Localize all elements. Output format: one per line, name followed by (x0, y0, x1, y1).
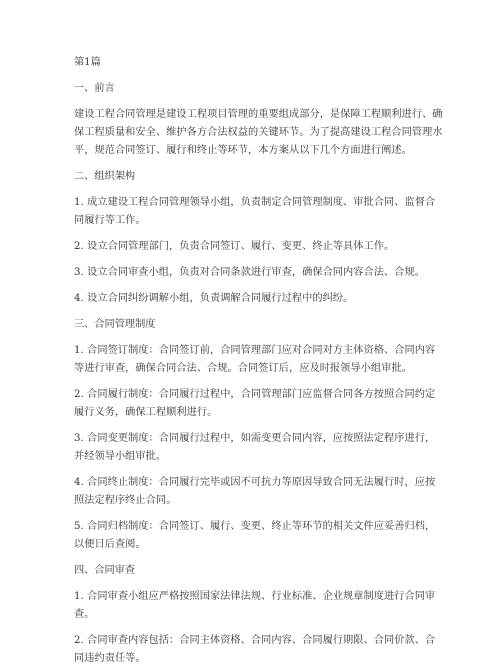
section-heading-organization: 二、组织架构 (74, 171, 136, 182)
text-line: 查。 (74, 609, 95, 620)
section-heading-management-system: 三、合同管理制度 (74, 319, 156, 330)
text-line: 履行义务，确保工程顺利进行。 (74, 407, 218, 418)
text-line: 等进行审查，确保合同合法、合规。合同签订后，应及时报领导小组审批。 (74, 363, 412, 374)
text-line: 保工程质量和安全、维护各方合法权益的关键环节。为了提高建设工程合同管理水 (74, 127, 443, 138)
text-line: 1. 合同签订制度：合同签订前，合同管理部门应对合同对方主体资格、合同内容 (74, 345, 436, 356)
text-line: 3. 设立合同审查小组，负责对合同条款进行审查，确保合同内容合法、合规。 (74, 267, 425, 278)
text-line: 同履行等工作。 (74, 215, 146, 226)
paragraph (74, 632, 436, 668)
paragraph (74, 194, 436, 230)
text-line: 4. 合同终止制度：合同履行完毕或因不可抗力等原因导致合同无法履行时，应按 (74, 477, 436, 488)
text-line: 1. 成立建设工程合同管理领导小组，负责制定合同管理制度、审批合同、监督合 (74, 197, 436, 208)
paragraph (74, 588, 436, 624)
document-body (74, 54, 443, 668)
section-heading-preface: 一、前言 (74, 83, 115, 94)
text-line: 平，规范合同签订、履行和终止等环节，本方案从以下几个方面进行阐述。 (74, 145, 412, 156)
paragraph (74, 106, 443, 160)
section-heading-contract-review: 四、合同审查 (74, 565, 136, 576)
text-line: 并经领导小组审批。 (74, 451, 167, 462)
text-line: 同违约责任等。 (74, 653, 146, 664)
paragraph (74, 342, 436, 378)
text-line: 1. 合同审查小组应严格按照国家法律法规、行业标准、企业规章制度进行合同审 (74, 591, 436, 602)
text-line: 照法定程序终止合同。 (74, 495, 177, 506)
text-line: 2. 设立合同管理部门，负责合同签订、履行、变更、终止等具体工作。 (74, 241, 395, 252)
text-line: 3. 合同变更制度：合同履行过程中，如需变更合同内容，应按照法定程序进行， (74, 433, 436, 444)
text-line: 2. 合同审查内容包括：合同主体资格、合同内容、合同履行期限、合同价款、合 (74, 635, 436, 646)
text-line: 建设工程合同管理是建设工程项目管理的重要组成部分，是保障工程顺利进行、确 (74, 109, 443, 120)
text-line: 2. 合同履行制度：合同履行过程中，合同管理部门应监督合同各方按照合同约定 (74, 389, 436, 400)
paragraph (74, 386, 436, 422)
text-line: 以便日后查阅。 (74, 539, 146, 550)
text-line: 4. 设立合同纠纷调解小组，负责调解合同履行过程中的纠纷。 (74, 293, 354, 304)
text-line: 5. 合同归档制度：合同签订、履行、变更、终止等环节的相关文件应妥善归档， (74, 521, 436, 532)
paragraph (74, 430, 436, 466)
paragraph (74, 518, 436, 554)
page-title: 第1篇 (74, 57, 101, 68)
paragraph (74, 474, 436, 510)
